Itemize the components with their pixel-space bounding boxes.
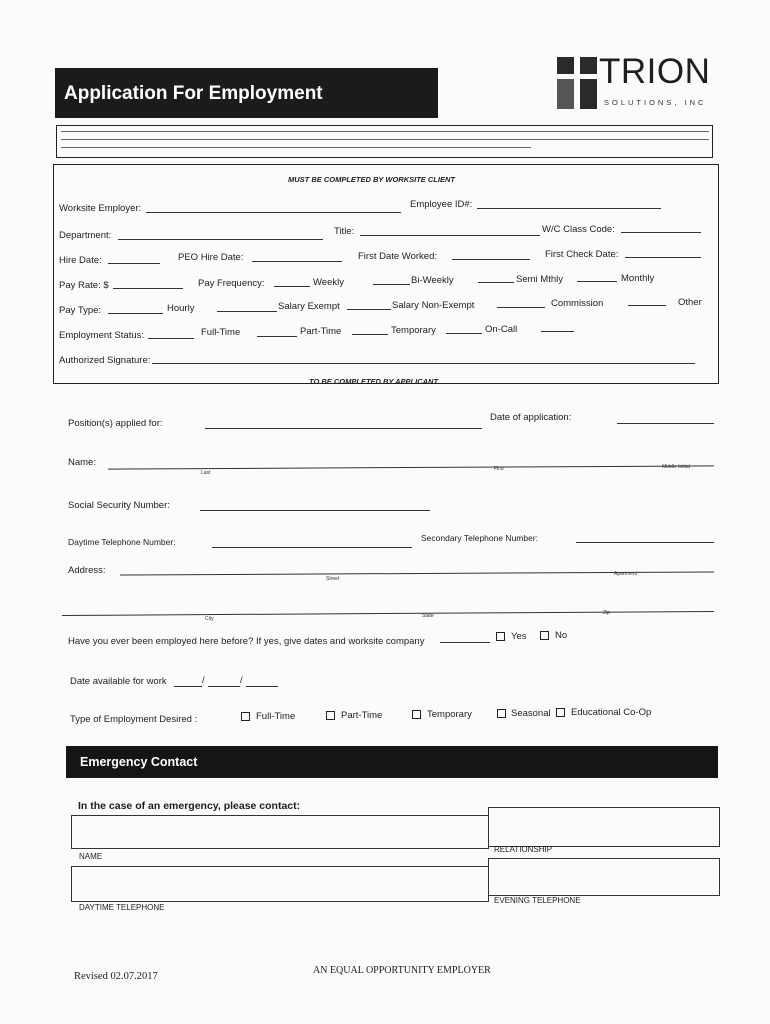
- department-label: Department:: [59, 230, 112, 241]
- name-middle-sublabel: Middle Initial: [662, 464, 690, 470]
- worksite-employer-label: Worksite Employer:: [59, 203, 142, 214]
- employed-before-field[interactable]: [440, 642, 490, 643]
- secondary-phone-label: Secondary Telephone Number:: [421, 533, 539, 543]
- yes-checkbox[interactable]: [496, 632, 505, 641]
- secondary-phone-field[interactable]: [576, 542, 714, 543]
- state-sublabel: State: [422, 613, 434, 619]
- no-checkbox[interactable]: [540, 631, 549, 640]
- type-educational-coop-label: Educational Co-Op: [571, 707, 652, 718]
- logo-tagline: SOLUTIONS, INC: [604, 98, 707, 107]
- hire-date-label: Hire Date:: [59, 255, 102, 266]
- salary-exempt-blank[interactable]: [217, 311, 277, 312]
- emergency-name-label: NAME: [79, 852, 103, 861]
- title-bar: [55, 68, 438, 118]
- pay-type-label: Pay Type:: [59, 305, 102, 316]
- emergency-evening-phone-label: EVENING TELEPHONE: [494, 896, 581, 905]
- emergency-contact-header: [66, 746, 718, 778]
- monthly-label: Monthly: [621, 273, 655, 284]
- pay-rate-field[interactable]: [113, 288, 183, 289]
- date-separator: /: [202, 675, 205, 686]
- full-time-status-label: Full-Time: [201, 327, 241, 338]
- ssn-field[interactable]: [200, 510, 430, 511]
- wc-class-code-label: W/C Class Code:: [542, 224, 615, 235]
- zip-sublabel: Zip: [603, 610, 610, 616]
- authorized-signature-label: Authorized Signature:: [59, 355, 151, 366]
- salary-non-exempt-label: Salary Non-Exempt: [392, 300, 475, 311]
- weekly-label: Weekly: [313, 277, 344, 288]
- no-label: No: [555, 630, 568, 641]
- commission-blank[interactable]: [497, 307, 545, 308]
- department-field[interactable]: [118, 239, 323, 240]
- bi-weekly-blank[interactable]: [373, 284, 410, 285]
- hire-date-field[interactable]: [108, 263, 160, 264]
- type-seasonal-label: Seasonal: [511, 708, 551, 719]
- on-call-blank[interactable]: [446, 333, 482, 334]
- notice-line: [61, 147, 531, 148]
- type-part-time-label: Part-Time: [341, 710, 383, 721]
- full-time-checkbox[interactable]: [241, 712, 250, 721]
- notice-line: [61, 139, 709, 140]
- semi-monthly-blank[interactable]: [478, 282, 514, 283]
- address-label: Address:: [68, 565, 106, 576]
- first-check-date-label: First Check Date:: [545, 249, 619, 260]
- employed-before-label: Have you ever been employed here before? If yes, give dates and worksite company: [68, 636, 425, 647]
- equal-opportunity-footer: AN EQUAL OPPORTUNITY EMPLOYER: [313, 965, 491, 976]
- seasonal-checkbox[interactable]: [497, 709, 506, 718]
- worksite-caption: MUST BE COMPLETED BY WORKSITE CLIENT: [288, 175, 455, 184]
- emergency-name-field[interactable]: [71, 815, 489, 849]
- pay-frequency-label: Pay Frequency:: [198, 278, 265, 289]
- educational-coop-checkbox[interactable]: [556, 708, 565, 717]
- pay-rate-label: Pay Rate: $: [59, 280, 109, 291]
- on-call-label: On-Call: [485, 324, 518, 335]
- first-check-date-field[interactable]: [625, 257, 701, 258]
- employee-id-field[interactable]: [477, 208, 661, 209]
- type-full-time-label: Full-Time: [256, 711, 296, 722]
- part-time-checkbox[interactable]: [326, 711, 335, 720]
- position-applied-label: Position(s) applied for:: [68, 418, 163, 429]
- employment-status-label: Employment Status:: [59, 330, 145, 341]
- emergency-daytime-phone-field[interactable]: [71, 866, 489, 902]
- eeo-notice-box: [56, 125, 713, 158]
- position-applied-field[interactable]: [205, 428, 482, 429]
- status-other-blank[interactable]: [541, 331, 574, 332]
- city-sublabel: City: [205, 616, 214, 622]
- weekly-blank[interactable]: [274, 286, 310, 287]
- page-title: Application For Employment: [64, 83, 323, 104]
- type-temporary-label: Temporary: [427, 709, 472, 720]
- yes-label: Yes: [511, 631, 527, 642]
- emergency-instruction: In the case of an emergency, please contact:: [78, 800, 301, 812]
- first-date-worked-field[interactable]: [452, 259, 530, 260]
- part-time-status-label: Part-Time: [300, 326, 342, 337]
- apartment-sublabel: Apartment: [614, 571, 638, 577]
- other-blank[interactable]: [628, 305, 666, 306]
- date-available-year-field[interactable]: [246, 686, 278, 687]
- date-of-application-field[interactable]: [617, 423, 714, 424]
- name-label: Name:: [68, 457, 96, 468]
- date-available-label: Date available for work: [70, 676, 167, 687]
- emergency-evening-phone-field[interactable]: [488, 858, 720, 896]
- date-available-day-field[interactable]: [208, 686, 240, 687]
- notice-line: [61, 131, 709, 132]
- other-label: Other: [678, 297, 702, 308]
- part-time-blank[interactable]: [257, 336, 297, 337]
- peo-hire-date-label: PEO Hire Date:: [178, 252, 244, 263]
- salary-non-exempt-blank[interactable]: [347, 309, 391, 310]
- temporary-blank[interactable]: [352, 334, 388, 335]
- date-available-month-field[interactable]: [174, 686, 202, 687]
- employment-desired-label: Type of Employment Desired :: [70, 714, 198, 725]
- emergency-daytime-phone-label: DAYTIME TELEPHONE: [79, 903, 165, 912]
- salary-exempt-label: Salary Exempt: [278, 301, 340, 312]
- temporary-status-label: Temporary: [391, 325, 436, 336]
- emergency-relationship-label: RELATIONSHIP: [494, 845, 553, 854]
- wc-class-code-field[interactable]: [621, 232, 701, 233]
- applicant-caption: TO BE COMPLETED BY APPLICANT: [309, 377, 439, 386]
- daytime-phone-field[interactable]: [212, 547, 412, 548]
- temporary-checkbox[interactable]: [412, 710, 421, 719]
- full-time-blank[interactable]: [148, 338, 194, 339]
- address-city-state-zip-field[interactable]: [62, 611, 714, 616]
- title-label: Title:: [334, 226, 355, 237]
- commission-label: Commission: [551, 298, 604, 309]
- bi-weekly-label: Bi-Weekly: [411, 275, 454, 286]
- monthly-blank[interactable]: [577, 281, 617, 282]
- worksite-client-section: [53, 164, 719, 384]
- daytime-phone-label: Daytime Telephone Number:: [68, 537, 176, 547]
- name-last-sublabel: Last: [201, 470, 211, 476]
- date-of-application-label: Date of application:: [490, 412, 572, 423]
- name-first-sublabel: First: [494, 466, 504, 472]
- hourly-label: Hourly: [167, 303, 195, 314]
- semi-monthly-label: Semi Mthly: [516, 274, 563, 285]
- name-field[interactable]: [108, 465, 714, 469]
- title-field[interactable]: [360, 235, 540, 236]
- street-sublabel: Street: [326, 576, 340, 582]
- trion-logo-icon: [557, 57, 597, 109]
- emergency-relationship-field[interactable]: [488, 807, 720, 847]
- worksite-employer-field[interactable]: [146, 212, 401, 213]
- emergency-contact-title: Emergency Contact: [80, 755, 198, 769]
- authorized-signature-field[interactable]: [152, 363, 695, 364]
- ssn-label: Social Security Number:: [68, 500, 170, 511]
- employee-id-label: Employee ID#:: [410, 199, 473, 210]
- first-date-worked-label: First Date Worked:: [358, 251, 438, 262]
- date-separator: /: [240, 675, 243, 686]
- logo-wordmark: TRION: [599, 52, 711, 91]
- peo-hire-date-field[interactable]: [252, 261, 342, 262]
- hourly-blank[interactable]: [108, 313, 163, 314]
- revised-date: Revised 02.07.2017: [74, 971, 158, 982]
